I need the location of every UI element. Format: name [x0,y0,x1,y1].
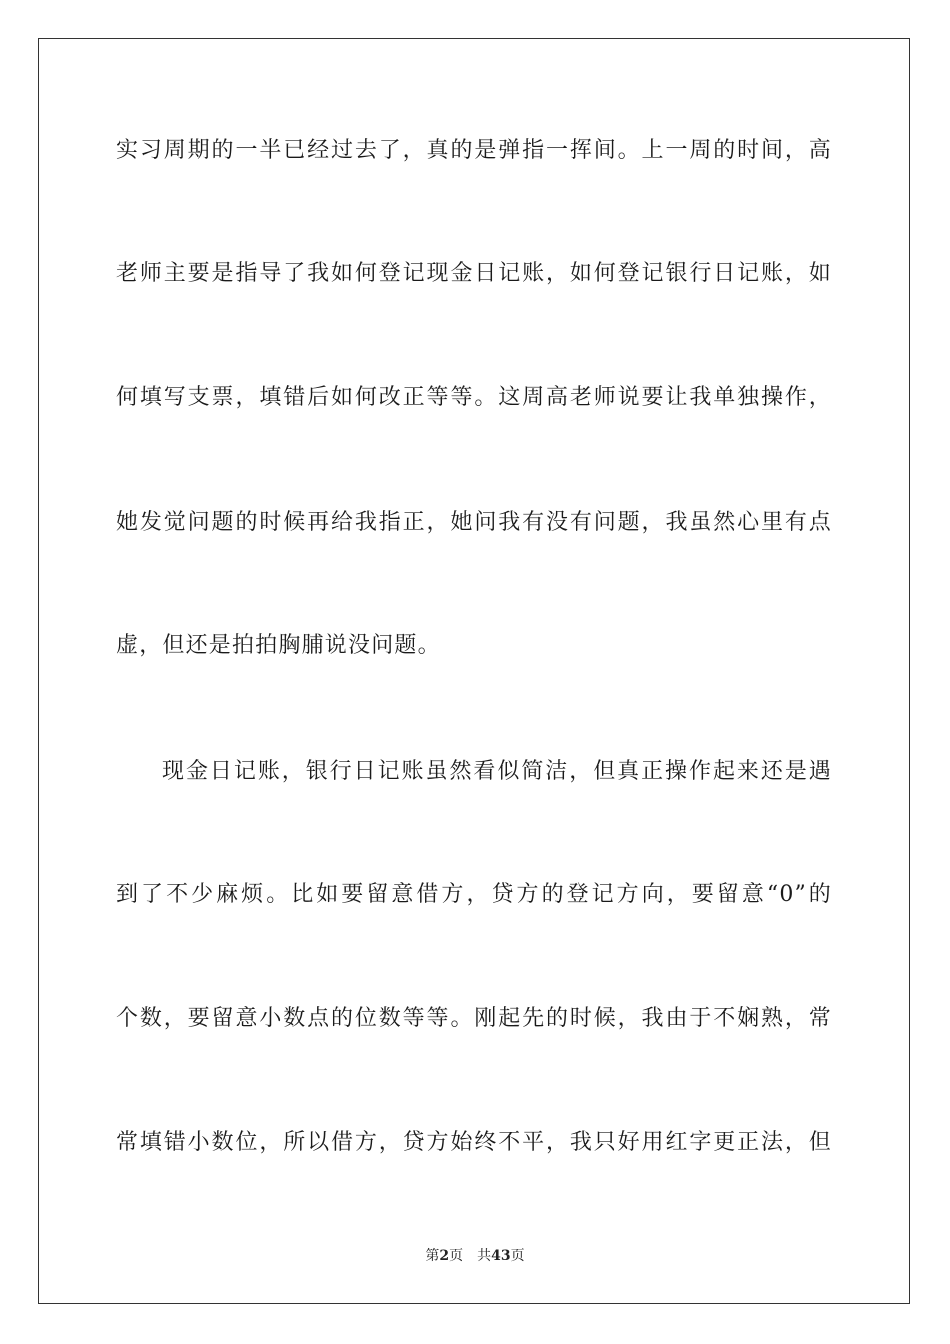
body-line-6: 现金日记账，银行日记账虽然看似简洁，但真正操作起来还是遇 [162,759,832,784]
total-prefix: 共 [477,1248,492,1264]
total-suffix: 页 [510,1248,525,1264]
body-line-5: 虚，但还是拍拍胸脯说没问题。 [116,633,441,658]
page-number: 2 [439,1248,450,1264]
body-line-1: 实习周期的一半已经过去了，真的是弹指一挥间。上一周的时间，高 [116,138,832,163]
page-border [38,38,910,1304]
page-prefix: 第 [425,1248,440,1264]
body-line-2: 老师主要是指导了我如何登记现金日记账，如何登记银行日记账，如 [116,261,832,286]
body-line-3: 何填写支票，填错后如何改正等等。这周高老师说要让我单独操作， [116,385,832,410]
page-suffix: 页 [449,1248,464,1264]
total-pages: 43 [491,1248,511,1264]
body-line-8: 个数，要留意小数点的位数等等。刚起先的时候，我由于不娴熟，常 [116,1006,832,1031]
body-line-4: 她发觉问题的时候再给我指正，她问我有没有问题，我虽然心里有点 [116,510,832,535]
page-footer [0,1246,950,1266]
body-line-9: 常填错小数位，所以借方，贷方始终不平，我只好用红字更正法，但 [116,1130,832,1155]
body-line-7: 到了不少麻烦。比如要留意借方，贷方的登记方向，要留意“0”的 [116,882,832,907]
